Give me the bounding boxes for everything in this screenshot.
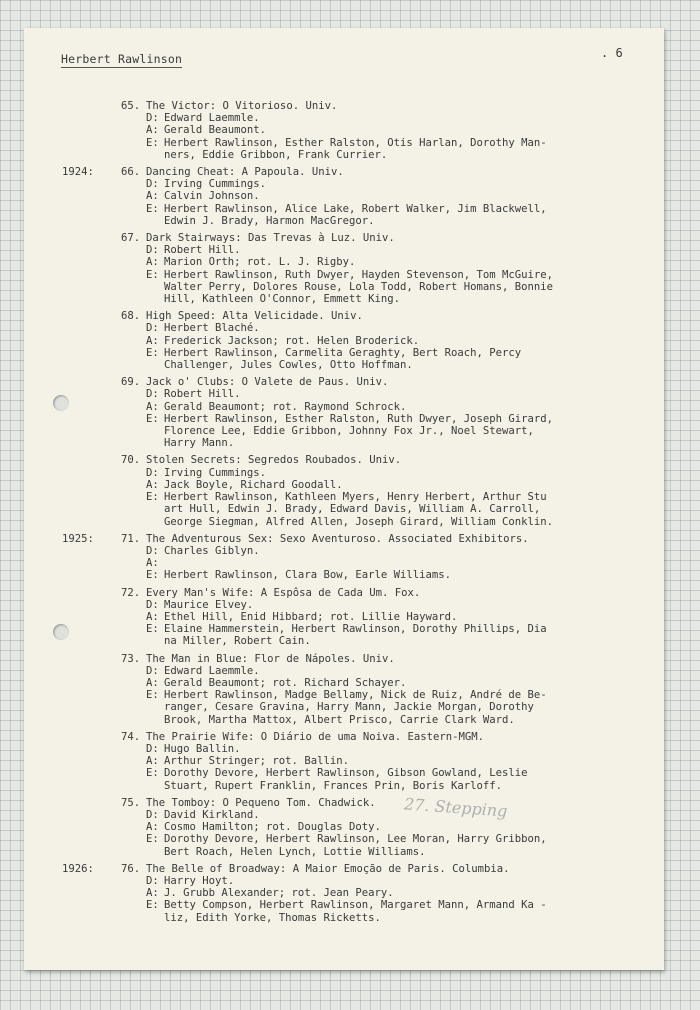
credit-row xyxy=(24,623,664,647)
credit-label: E: xyxy=(146,689,159,702)
credit-names xyxy=(164,545,260,557)
film-entry xyxy=(24,310,664,371)
credit-label: A: xyxy=(146,557,159,570)
credit-line: Irving Cummings. xyxy=(164,178,267,191)
film-entry xyxy=(24,376,664,449)
credit-row xyxy=(24,190,664,202)
credit-line: David Kirkland. xyxy=(164,808,260,821)
credit-label: A: xyxy=(146,400,159,413)
credit-row xyxy=(24,413,664,450)
credit-names xyxy=(164,124,266,136)
entry-title: Dancing Cheat: A Papoula. Univ. xyxy=(146,166,344,179)
credit-line: Herbert Blaché. xyxy=(164,322,260,335)
credit-row xyxy=(24,124,664,136)
credit-line xyxy=(164,557,170,569)
entry-title: Stolen Secrets: Segredos Roubados. Univ. xyxy=(146,454,402,467)
credit-line: Edwin J. Brady, Harmon MacGregor. xyxy=(164,214,375,227)
credit-row xyxy=(24,611,664,623)
credit-line: art Hull, Edwin J. Brady, Edward Davis, William A. Carroll, xyxy=(164,503,541,516)
credit-names xyxy=(164,137,547,161)
credit-names xyxy=(164,689,547,726)
credit-row xyxy=(24,203,664,227)
credit-label: A: xyxy=(146,478,159,491)
credit-row xyxy=(24,112,664,124)
credit-row xyxy=(24,755,664,767)
film-entry xyxy=(24,863,664,924)
credit-row xyxy=(24,401,664,413)
credit-row xyxy=(24,689,664,726)
credit-names xyxy=(164,569,451,581)
credit-line: Walter Perry, Dolores Rouse, Lola Todd, Robert Homans, Bonnie xyxy=(164,280,554,293)
credit-line: Dorothy Devore, Herbert Rawlinson, Gibson Gowland, Leslie xyxy=(164,767,528,780)
credit-row xyxy=(24,821,664,833)
credit-line: Hill, Kathleen O'Connor, Emmett King. xyxy=(164,293,400,306)
credit-names xyxy=(164,665,260,677)
credit-label: E: xyxy=(146,412,159,425)
film-entry xyxy=(24,587,664,648)
entry-title: The Adventurous Sex: Sexo Aventuroso. Associated Exhibitors. xyxy=(146,532,529,545)
credit-names xyxy=(164,611,457,623)
credit-row xyxy=(24,256,664,268)
credit-names xyxy=(164,479,343,491)
credit-names xyxy=(164,190,260,202)
credit-label: D: xyxy=(146,466,159,479)
credit-line: Stuart, Rupert Franklin, Frances Prin, Boris Karloff. xyxy=(164,779,503,792)
entry-title-line xyxy=(24,232,664,244)
entry-title-line xyxy=(24,100,664,112)
entry-title: Every Man's Wife: A Espôsa de Cada Um. Fox. xyxy=(146,586,421,599)
entry-number: 68. xyxy=(121,310,141,323)
entry-year: 1924: xyxy=(62,166,94,179)
entry-title-line xyxy=(24,731,664,743)
film-entry xyxy=(24,731,664,792)
credit-line: Betty Compson, Herbert Rawlinson, Margaret Mann, Armand Ka - xyxy=(164,899,547,912)
credit-label: E: xyxy=(146,569,159,582)
credit-row xyxy=(24,833,664,857)
credit-line: Arthur Stringer; rot. Ballin. xyxy=(164,755,349,768)
credit-names xyxy=(164,677,406,689)
credit-row xyxy=(24,269,664,306)
credit-line: Herbert Rawlinson, Madge Bellamy, Nick de Ruiz, André de Be- xyxy=(164,689,547,702)
credit-row xyxy=(24,467,664,479)
credit-line: Challenger, Jules Cowles, Otto Hoffman. xyxy=(164,359,413,372)
entry-title: The Prairie Wife: O Diário de uma Noiva. Eastern-MGM. xyxy=(146,730,485,743)
credit-line: liz, Edith Yorke, Thomas Ricketts. xyxy=(164,911,381,924)
film-entry xyxy=(24,653,664,726)
credit-names xyxy=(164,401,406,413)
credit-line: Ethel Hill, Enid Hibbard; rot. Lillie Hayward. xyxy=(164,610,458,623)
entry-title-line xyxy=(24,310,664,322)
entry-title-line xyxy=(24,376,664,388)
entry-title-line xyxy=(24,797,664,809)
credit-label: E: xyxy=(146,136,159,149)
credit-names xyxy=(164,821,381,833)
credit-names xyxy=(164,623,547,647)
credit-line: Harry Hoyt. xyxy=(164,874,235,887)
credit-label: A: xyxy=(146,610,159,623)
credit-names xyxy=(164,388,241,400)
entry-number: 73. xyxy=(121,652,141,665)
credit-line: Gerald Beaumont; rot. Richard Schayer. xyxy=(164,676,407,689)
credit-line: Calvin Johnson. xyxy=(164,190,260,203)
entry-title: Dark Stairways: Das Trevas à Luz. Univ. xyxy=(146,232,395,245)
credit-line: Cosmo Hamilton; rot. Douglas Doty. xyxy=(164,821,381,834)
credit-label: E: xyxy=(146,767,159,780)
credit-label: E: xyxy=(146,899,159,912)
credit-label: A: xyxy=(146,190,159,203)
credit-line: Herbert Rawlinson, Ruth Dwyer, Hayden Stevenson, Tom McGuire, xyxy=(164,268,554,281)
credit-names xyxy=(164,899,547,923)
credit-row xyxy=(24,491,664,528)
film-entry xyxy=(24,232,664,305)
credit-label: E: xyxy=(146,491,159,504)
credit-line: Frederick Jackson; rot. Helen Broderick. xyxy=(164,334,420,347)
credit-label: A: xyxy=(146,821,159,834)
entry-title-line xyxy=(24,454,664,466)
entry-title-line xyxy=(24,533,664,545)
entry-number: 65. xyxy=(121,100,141,112)
credit-line: Jack Boyle, Richard Goodall. xyxy=(164,478,343,491)
entry-number: 67. xyxy=(121,232,141,245)
credit-label: D: xyxy=(146,874,159,887)
header-name: Herbert Rawlinson xyxy=(61,52,183,66)
credit-line: Herbert Rawlinson, Clara Bow, Earle Williams. xyxy=(164,569,452,582)
credit-line: Maurice Elvey. xyxy=(164,598,254,611)
film-entry xyxy=(24,797,664,858)
film-entry xyxy=(24,100,664,161)
entry-number: 72. xyxy=(121,586,141,599)
credit-label: E: xyxy=(146,833,159,846)
entry-title: The Belle of Broadway: A Maior Emoção de Paris. Columbia. xyxy=(146,862,510,875)
entry-title: High Speed: Alta Velicidade. Univ. xyxy=(146,310,363,323)
credit-label: D: xyxy=(146,244,159,257)
entry-title-line xyxy=(24,863,664,875)
page-number: . 6 xyxy=(601,46,623,60)
entry-year: 1926: xyxy=(62,862,94,875)
credit-line: Bert Roach, Helen Lynch, Lottie Williams. xyxy=(164,845,426,858)
film-entry xyxy=(24,533,664,582)
credit-label: A: xyxy=(146,676,159,689)
credit-line: Dorothy Devore, Herbert Rawlinson, Lee Moran, Harry Gribbon, xyxy=(164,833,547,846)
entry-title: Jack o' Clubs: O Valete de Paus. Univ. xyxy=(146,376,389,389)
credit-line: ranger, Cesare Gravina, Harry Mann, Jackie Morgan, Dorothy xyxy=(164,701,534,714)
credit-label: A: xyxy=(146,256,159,269)
credit-names xyxy=(164,875,234,887)
credit-names xyxy=(164,322,260,334)
credit-names xyxy=(164,335,419,347)
film-entry xyxy=(24,454,664,527)
credit-row xyxy=(24,665,664,677)
entry-title-line xyxy=(24,587,664,599)
credit-label: A: xyxy=(146,124,159,137)
credit-names xyxy=(164,743,241,755)
credit-row xyxy=(24,743,664,755)
credit-names xyxy=(164,244,241,256)
credit-label: D: xyxy=(146,544,159,557)
credit-row xyxy=(24,388,664,400)
credit-line: Marion Orth; rot. L. J. Rigby. xyxy=(164,256,356,269)
credit-names xyxy=(164,491,553,528)
credit-row xyxy=(24,599,664,611)
credit-row xyxy=(24,347,664,371)
credit-line: J. Grubb Alexander; rot. Jean Peary. xyxy=(164,887,394,900)
credit-row xyxy=(24,809,664,821)
credit-label: D: xyxy=(146,742,159,755)
credit-line: Gerald Beaumont. xyxy=(164,124,267,137)
credit-row xyxy=(24,875,664,887)
entry-number: 66. xyxy=(121,166,141,179)
credit-names xyxy=(164,467,266,479)
credit-line: Edward Laemmle. xyxy=(164,112,260,125)
credit-row xyxy=(24,545,664,557)
credit-names xyxy=(164,833,547,857)
credit-line: Elaine Hammerstein, Herbert Rawlinson, Dorothy Phillips, Dia xyxy=(164,623,547,636)
credit-line: na Miller, Robert Cain. xyxy=(164,635,311,648)
entry-number: 71. xyxy=(121,532,141,545)
entry-title: The Man in Blue: Flor de Nápoles. Univ. xyxy=(146,652,395,665)
credit-label: D: xyxy=(146,388,159,401)
credit-line: Herbert Rawlinson, Esther Ralston, Otis Harlan, Dorothy Man- xyxy=(164,136,547,149)
credit-label: D: xyxy=(146,112,159,125)
credit-label: D: xyxy=(146,322,159,335)
credit-names xyxy=(164,557,170,569)
credit-row xyxy=(24,137,664,161)
credit-names xyxy=(164,599,253,611)
credit-line: Robert Hill. xyxy=(164,244,241,257)
credit-row xyxy=(24,899,664,923)
credit-names xyxy=(164,178,266,190)
credit-row xyxy=(24,335,664,347)
credit-label: E: xyxy=(146,268,159,281)
pencil-annotation: 27. Stepping xyxy=(403,794,509,821)
credit-row xyxy=(24,479,664,491)
credit-names xyxy=(164,809,260,821)
credit-line: Robert Hill. xyxy=(164,388,241,401)
film-entry xyxy=(24,166,664,227)
credit-label: E: xyxy=(146,202,159,215)
entry-number: 70. xyxy=(121,454,141,467)
entry-number: 69. xyxy=(121,376,141,389)
entry-number: 74. xyxy=(121,730,141,743)
credit-line: Edward Laemmle. xyxy=(164,664,260,677)
credit-label: A: xyxy=(146,755,159,768)
entry-number: 75. xyxy=(121,796,141,809)
credit-row xyxy=(24,557,664,569)
credit-row xyxy=(24,244,664,256)
credit-names xyxy=(164,347,521,371)
credit-line: Herbert Rawlinson, Alice Lake, Robert Walker, Jim Blackwell, xyxy=(164,202,547,215)
credit-row xyxy=(24,322,664,334)
credit-names xyxy=(164,256,355,268)
credit-label: E: xyxy=(146,623,159,636)
entry-year: 1925: xyxy=(62,532,94,545)
credit-label: A: xyxy=(146,334,159,347)
credit-line: Hugo Ballin. xyxy=(164,742,241,755)
credit-row xyxy=(24,767,664,791)
credit-label: A: xyxy=(146,887,159,900)
document-page xyxy=(24,28,664,970)
credit-label: D: xyxy=(146,598,159,611)
credit-line: Herbert Rawlinson, Kathleen Myers, Henry Herbert, Arthur Stu xyxy=(164,491,547,504)
credit-line: Herbert Rawlinson, Carmelita Geraghty, Bert Roach, Percy xyxy=(164,346,522,359)
entry-number: 76. xyxy=(121,862,141,875)
credit-row xyxy=(24,677,664,689)
credit-row xyxy=(24,887,664,899)
credit-names xyxy=(164,203,547,227)
credit-line: Brook, Martha Mattox, Albert Prisco, Carrie Clark Ward. xyxy=(164,713,515,726)
credit-line: Gerald Beaumont; rot. Raymond Schrock. xyxy=(164,400,407,413)
credit-line: Herbert Rawlinson, Esther Ralston, Ruth Dwyer, Joseph Girard, xyxy=(164,412,554,425)
credit-row xyxy=(24,178,664,190)
entry-title: The Victor: O Vitorioso. Univ. xyxy=(146,100,338,112)
credit-line: George Siegman, Alfred Allen, Joseph Girard, William Conklin. xyxy=(164,515,554,528)
credit-label: E: xyxy=(146,346,159,359)
credit-line: Florence Lee, Eddie Gribbon, Johnny Fox Jr., Noel Stewart, xyxy=(164,425,534,438)
credit-label: D: xyxy=(146,178,159,191)
credit-names xyxy=(164,767,528,791)
credit-names xyxy=(164,755,349,767)
credit-names xyxy=(164,887,394,899)
credit-names xyxy=(164,413,553,450)
entry-title: The Tomboy: O Pequeno Tom. Chadwick. xyxy=(146,796,376,809)
filmography-list xyxy=(24,100,664,929)
credit-line: ners, Eddie Gribbon, Frank Currier. xyxy=(164,148,388,161)
credit-label: D: xyxy=(146,808,159,821)
credit-line: Harry Mann. xyxy=(164,437,235,450)
credit-row xyxy=(24,569,664,581)
credit-line: Irving Cummings. xyxy=(164,466,267,479)
credit-names xyxy=(164,269,553,306)
entry-title-line xyxy=(24,653,664,665)
credit-label: D: xyxy=(146,664,159,677)
credit-line: Charles Giblyn. xyxy=(164,544,260,557)
credit-names xyxy=(164,112,260,124)
entry-title-line xyxy=(24,166,664,178)
